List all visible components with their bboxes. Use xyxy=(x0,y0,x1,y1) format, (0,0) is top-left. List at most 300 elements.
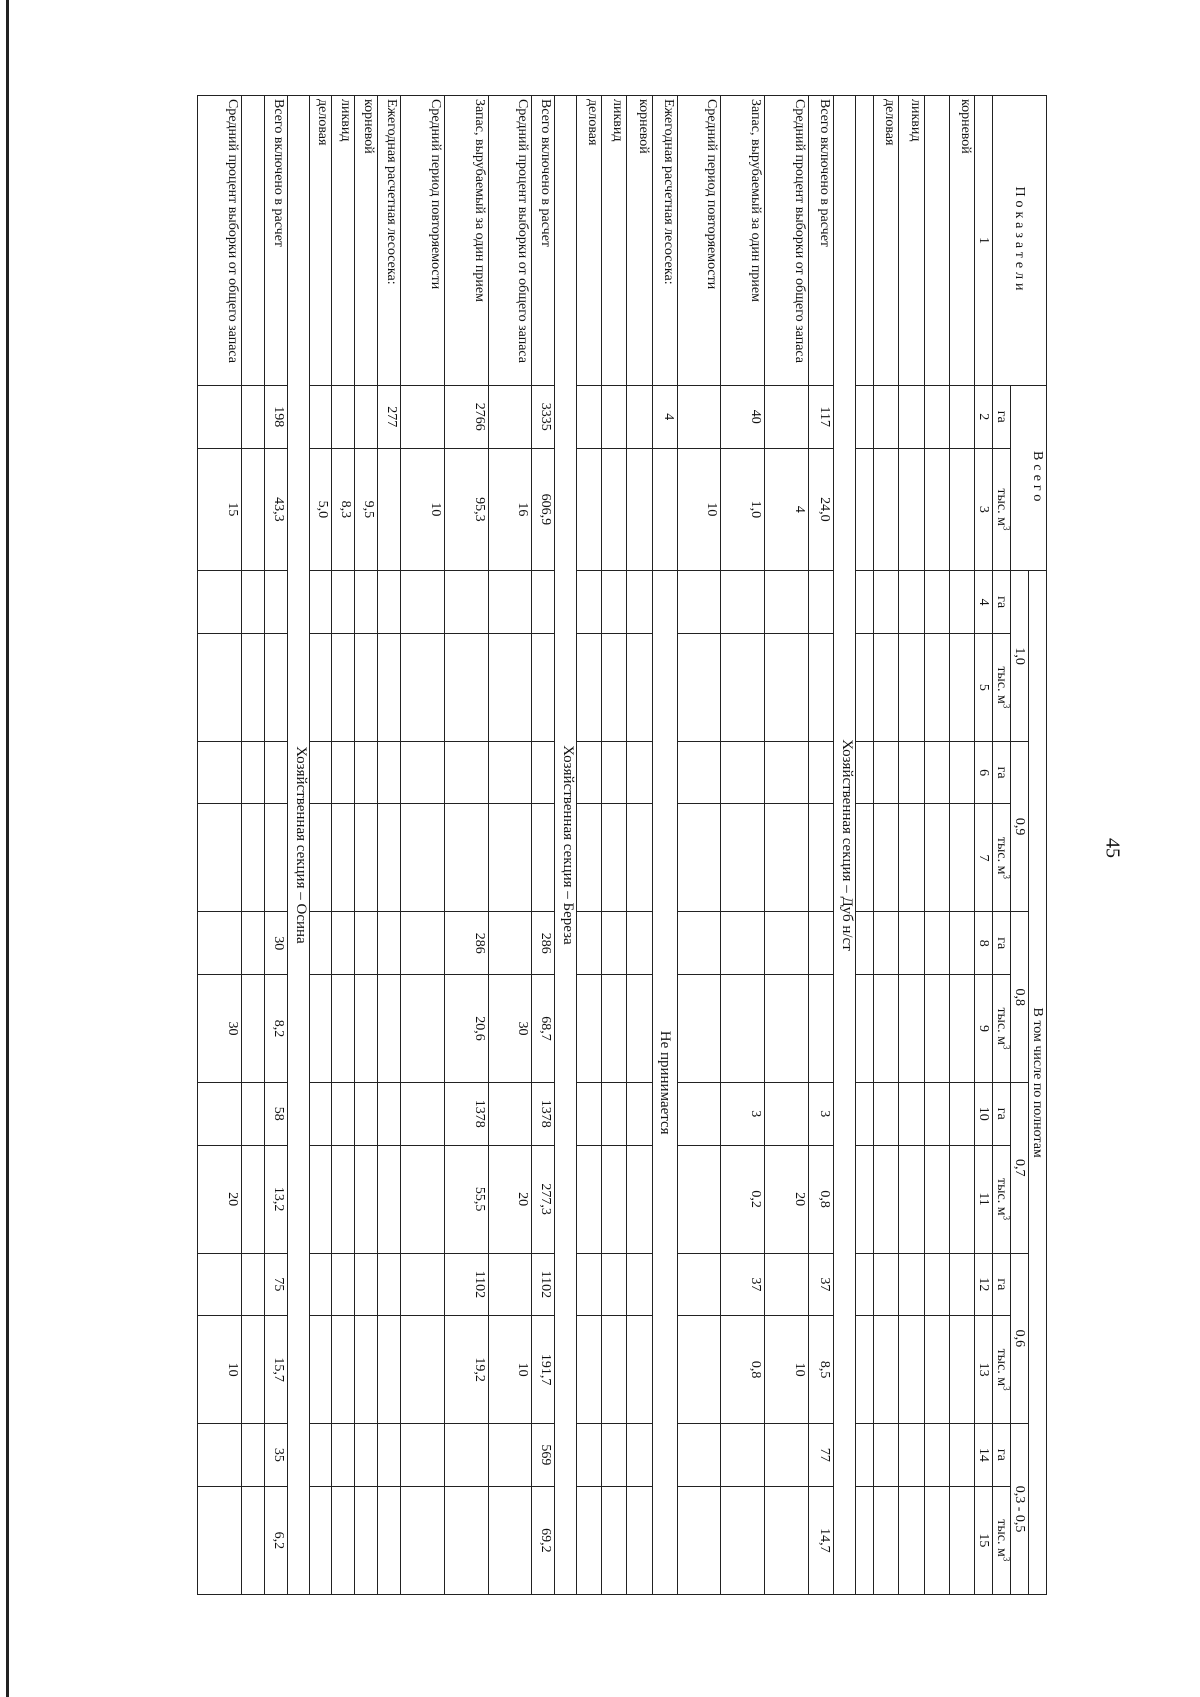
table-cell xyxy=(576,804,601,912)
table-cell xyxy=(765,1424,809,1487)
table-cell: 5,0 xyxy=(309,448,332,571)
table-cell xyxy=(855,1083,873,1146)
table-cell xyxy=(332,1253,355,1316)
table-cell xyxy=(949,571,974,634)
table-cell xyxy=(855,741,873,804)
table-cell xyxy=(949,1316,974,1424)
table-cell xyxy=(198,385,242,448)
table-cell xyxy=(874,448,899,571)
table-cell: 286 xyxy=(444,912,488,975)
table-cell: 286 xyxy=(532,912,555,975)
table-cell xyxy=(241,804,264,912)
table-cell xyxy=(899,1424,924,1487)
table-cell xyxy=(198,1486,242,1594)
table-cell xyxy=(677,633,721,741)
table-cell: 19,2 xyxy=(444,1316,488,1424)
table-row xyxy=(924,96,949,1595)
table-cell xyxy=(401,1253,445,1316)
table-cell xyxy=(721,1486,765,1594)
column-number: 13 xyxy=(975,1316,993,1424)
table-cell xyxy=(874,741,899,804)
page-number: 45 xyxy=(1101,838,1124,858)
table-cell xyxy=(949,741,974,804)
table-row xyxy=(401,96,445,1595)
indicators-header: Показатели xyxy=(993,96,1047,386)
row-label: Ежегодная расчетная лесосека: xyxy=(378,96,401,386)
table-cell xyxy=(198,1083,242,1146)
table-cell xyxy=(677,974,721,1082)
table-cell xyxy=(378,912,401,975)
table-cell xyxy=(355,1145,378,1253)
table-cell: 3335 xyxy=(532,385,555,448)
row-label: корневой xyxy=(949,96,974,386)
table-cell xyxy=(899,974,924,1082)
table-cell xyxy=(627,741,652,804)
table-cell xyxy=(309,974,332,1082)
table-cell xyxy=(949,385,974,448)
table-cell: 277 xyxy=(378,385,401,448)
table-cell xyxy=(602,804,627,912)
table-cell xyxy=(765,1486,809,1594)
table-cell: 30 xyxy=(264,912,287,975)
table-cell: 20 xyxy=(488,1145,532,1253)
table-cell xyxy=(576,385,601,448)
section-row xyxy=(287,96,309,1595)
table-cell: 68,7 xyxy=(532,974,555,1082)
table-cell xyxy=(241,448,264,571)
column-number: 9 xyxy=(975,974,993,1082)
table-row xyxy=(488,96,532,1595)
table-cell xyxy=(355,633,378,741)
table-cell xyxy=(677,1083,721,1146)
table-cell: 8,5 xyxy=(808,1316,833,1424)
unit-kcm: тыс. $м^3$ xyxy=(993,804,1011,912)
table-cell: 2766 xyxy=(444,385,488,448)
unit-kcm: тыс. $м^3$ xyxy=(993,974,1011,1082)
table-cell xyxy=(949,633,974,741)
table-cell xyxy=(378,1253,401,1316)
table-cell xyxy=(874,1486,899,1594)
column-number: 15 xyxy=(975,1486,993,1594)
table-cell xyxy=(401,1486,445,1594)
unit-kcm: тыс. $м^3$ xyxy=(993,1486,1011,1594)
table-cell xyxy=(721,633,765,741)
table-row xyxy=(332,96,355,1595)
row-label: Средний период повторяемости xyxy=(677,96,721,386)
row-label: деловая xyxy=(576,96,601,386)
table-cell xyxy=(355,804,378,912)
header-row-1 xyxy=(1029,96,1047,1595)
unit-ha: га xyxy=(993,385,1011,448)
table-cell xyxy=(721,804,765,912)
table-cell xyxy=(874,1316,899,1424)
table-cell xyxy=(808,741,833,804)
table-cell xyxy=(677,1486,721,1594)
table-cell xyxy=(488,385,532,448)
table-cell xyxy=(949,1424,974,1487)
table-cell xyxy=(576,974,601,1082)
density-header: 1,0 xyxy=(1011,571,1029,742)
table-cell xyxy=(677,912,721,975)
row-label: Средний процент выборки от общего запаса xyxy=(765,96,809,386)
table-cell xyxy=(899,1486,924,1594)
table-row xyxy=(677,96,721,1595)
column-number: 8 xyxy=(975,912,993,975)
table-row xyxy=(309,96,332,1595)
table-cell xyxy=(855,633,873,741)
table-cell xyxy=(332,571,355,634)
table-cell xyxy=(488,571,532,634)
table-cell xyxy=(874,1083,899,1146)
row-label: ликвид xyxy=(332,96,355,386)
table-cell xyxy=(874,1253,899,1316)
table-cell xyxy=(627,1083,652,1146)
table-cell xyxy=(808,912,833,975)
table-cell xyxy=(576,1424,601,1487)
table-cell xyxy=(401,571,445,634)
table-cell xyxy=(332,974,355,1082)
table-cell xyxy=(241,912,264,975)
table-cell xyxy=(309,804,332,912)
table-cell xyxy=(488,741,532,804)
not-accepted-note: Не принимается xyxy=(652,571,677,1595)
table-row xyxy=(765,96,809,1595)
table-cell xyxy=(949,974,974,1082)
column-number: 3 xyxy=(975,448,993,571)
density-header: 0,6 xyxy=(1011,1253,1029,1424)
table-cell xyxy=(721,741,765,804)
table-cell: 117 xyxy=(808,385,833,448)
table-cell: 6,2 xyxy=(264,1486,287,1594)
table-cell xyxy=(332,1424,355,1487)
table-cell xyxy=(899,912,924,975)
table-cell xyxy=(602,448,627,571)
row-label xyxy=(241,96,264,386)
table-cell xyxy=(765,571,809,634)
table-cell xyxy=(855,1316,873,1424)
table-cell xyxy=(949,448,974,571)
table-cell xyxy=(378,741,401,804)
table-cell xyxy=(532,571,555,634)
table-cell xyxy=(627,385,652,448)
table-cell xyxy=(627,804,652,912)
table-cell xyxy=(677,741,721,804)
table-cell xyxy=(765,804,809,912)
table-cell: 1102 xyxy=(532,1253,555,1316)
table-cell xyxy=(924,741,949,804)
table-cell: 1,0 xyxy=(721,448,765,571)
table-cell xyxy=(652,448,677,571)
table-cell xyxy=(355,741,378,804)
table-cell xyxy=(309,1316,332,1424)
table-cell xyxy=(355,1486,378,1594)
table-cell xyxy=(401,1316,445,1424)
table-cell xyxy=(401,1145,445,1253)
table-cell xyxy=(924,448,949,571)
table-cell xyxy=(924,912,949,975)
table-cell xyxy=(576,633,601,741)
allowable-cut-table xyxy=(197,95,1047,1595)
table-cell: 10 xyxy=(488,1316,532,1424)
table-row xyxy=(355,96,378,1595)
table-cell xyxy=(924,1145,949,1253)
table-cell xyxy=(444,633,488,741)
table-cell: 95,3 xyxy=(444,448,488,571)
table-cell xyxy=(627,1424,652,1487)
table-cell xyxy=(627,1253,652,1316)
table-cell xyxy=(241,1316,264,1424)
table-cell xyxy=(378,448,401,571)
table-cell xyxy=(378,1145,401,1253)
table-cell: 10 xyxy=(677,448,721,571)
row-label: Средний процент выборки от общего запаса xyxy=(488,96,532,386)
table-cell xyxy=(444,1424,488,1487)
table-cell xyxy=(576,448,601,571)
unit-ha: га xyxy=(993,741,1011,804)
table-cell xyxy=(721,571,765,634)
table-cell xyxy=(532,741,555,804)
table-cell: 30 xyxy=(488,974,532,1082)
table-cell xyxy=(488,912,532,975)
table-cell xyxy=(627,448,652,571)
table-cell xyxy=(241,571,264,634)
table-cell xyxy=(444,1486,488,1594)
table-cell xyxy=(576,1486,601,1594)
table-cell xyxy=(602,1253,627,1316)
section-row xyxy=(555,96,577,1595)
table-cell xyxy=(444,804,488,912)
table-cell xyxy=(401,974,445,1082)
table-cell xyxy=(488,1083,532,1146)
table-cell xyxy=(355,974,378,1082)
unit-ha: га xyxy=(993,1424,1011,1487)
table-cell xyxy=(924,1083,949,1146)
table-cell xyxy=(378,974,401,1082)
table-cell xyxy=(924,1253,949,1316)
table-cell: 20 xyxy=(765,1145,809,1253)
table-cell xyxy=(488,1486,532,1594)
table-cell xyxy=(264,804,287,912)
table-cell xyxy=(576,1316,601,1424)
table-cell xyxy=(899,804,924,912)
column-number: 2 xyxy=(975,385,993,448)
table-cell: 0,2 xyxy=(721,1145,765,1253)
table-cell xyxy=(602,571,627,634)
table-cell xyxy=(401,912,445,975)
unit-kcm: тыс. $м^3$ xyxy=(993,633,1011,741)
column-number: 5 xyxy=(975,633,993,741)
table-cell xyxy=(855,1424,873,1487)
table-cell xyxy=(332,912,355,975)
table-cell xyxy=(488,633,532,741)
table-cell xyxy=(677,1253,721,1316)
table-cell xyxy=(378,1083,401,1146)
table-cell: 198 xyxy=(264,385,287,448)
table-cell: 3 xyxy=(808,1083,833,1146)
table-cell xyxy=(899,633,924,741)
table-cell xyxy=(332,1316,355,1424)
table-cell xyxy=(198,633,242,741)
table-cell xyxy=(198,1253,242,1316)
table-body xyxy=(198,96,975,1595)
row-label: корневой xyxy=(627,96,652,386)
row-label: деловая xyxy=(874,96,899,386)
table-cell xyxy=(855,385,873,448)
table-cell xyxy=(332,1486,355,1594)
left-margin-rule xyxy=(6,0,9,1697)
column-number: 4 xyxy=(975,571,993,634)
table-cell xyxy=(765,974,809,1082)
row-label: Средний процент выборки от общего запаса xyxy=(198,96,242,386)
table-cell xyxy=(874,633,899,741)
table-cell: 40 xyxy=(721,385,765,448)
table-cell xyxy=(874,571,899,634)
table-cell xyxy=(602,1486,627,1594)
row-label: Всего включено в расчет xyxy=(264,96,287,386)
table-cell xyxy=(874,385,899,448)
table-cell xyxy=(378,571,401,634)
row-label: деловая xyxy=(309,96,332,386)
table-cell xyxy=(576,1083,601,1146)
table-cell: 10 xyxy=(765,1316,809,1424)
table-cell: 58 xyxy=(264,1083,287,1146)
table-cell: 35 xyxy=(264,1424,287,1487)
table-cell xyxy=(198,741,242,804)
table-cell xyxy=(602,385,627,448)
table-cell xyxy=(444,571,488,634)
table-cell xyxy=(924,571,949,634)
section-title: Хозяйственная секция – Осина xyxy=(287,96,309,1595)
table-cell xyxy=(899,741,924,804)
row-label: Всего включено в расчет xyxy=(532,96,555,386)
table-cell: 37 xyxy=(808,1253,833,1316)
table-cell xyxy=(721,912,765,975)
row-label: Всего включено в расчет xyxy=(808,96,833,386)
table-cell xyxy=(401,385,445,448)
table-cell: 69,2 xyxy=(532,1486,555,1594)
table-cell xyxy=(627,1316,652,1424)
table-cell xyxy=(924,1486,949,1594)
table-cell xyxy=(355,912,378,975)
table-cell xyxy=(949,912,974,975)
table-cell: 30 xyxy=(198,974,242,1082)
column-number: 11 xyxy=(975,1145,993,1253)
table-row xyxy=(721,96,765,1595)
table-cell xyxy=(378,1316,401,1424)
table-cell xyxy=(765,1253,809,1316)
table-cell xyxy=(576,1253,601,1316)
table-cell: 55,5 xyxy=(444,1145,488,1253)
table-cell: 43,3 xyxy=(264,448,287,571)
table-cell xyxy=(332,1145,355,1253)
table-cell xyxy=(721,974,765,1082)
table-cell: 277,3 xyxy=(532,1145,555,1253)
table-cell xyxy=(378,1486,401,1594)
table-cell xyxy=(198,804,242,912)
table-cell xyxy=(874,974,899,1082)
table-row xyxy=(264,96,287,1595)
table-cell xyxy=(874,1424,899,1487)
table-row xyxy=(627,96,652,1595)
table-cell xyxy=(488,804,532,912)
table-cell xyxy=(855,804,873,912)
table-cell xyxy=(855,1145,873,1253)
table-cell xyxy=(899,571,924,634)
table-cell xyxy=(241,633,264,741)
total-header: Всего xyxy=(1011,385,1047,570)
table-cell xyxy=(924,1316,949,1424)
row-label: Запас, вырубаемый за один прием xyxy=(444,96,488,386)
table-cell xyxy=(401,633,445,741)
table-cell xyxy=(602,633,627,741)
table-cell xyxy=(602,1316,627,1424)
row-label: Средний период повторяемости xyxy=(401,96,445,386)
table-cell: 10 xyxy=(401,448,445,571)
table-cell: 4 xyxy=(652,385,677,448)
table-row xyxy=(874,96,899,1595)
table-cell: 1378 xyxy=(532,1083,555,1146)
table-cell xyxy=(241,1424,264,1487)
density-header: 0,9 xyxy=(1011,741,1029,912)
table-rotor xyxy=(197,95,1047,1595)
column-number: 10 xyxy=(975,1083,993,1146)
table-cell xyxy=(488,1253,532,1316)
table-row xyxy=(576,96,601,1595)
table-cell xyxy=(855,1486,873,1594)
table-cell xyxy=(378,804,401,912)
table-row xyxy=(198,96,242,1595)
table-cell xyxy=(378,1424,401,1487)
table-cell: 10 xyxy=(198,1316,242,1424)
table-cell: 4 xyxy=(765,448,809,571)
table-cell: 569 xyxy=(532,1424,555,1487)
section-title: Хозяйственная секция – Дуб н/ст xyxy=(833,96,855,1595)
unit-ha: га xyxy=(993,1253,1011,1316)
table-cell xyxy=(899,1316,924,1424)
unit-kcm: тыс. $м^3$ xyxy=(993,1145,1011,1253)
section-title: Хозяйственная секция – Береза xyxy=(555,96,577,1595)
table-cell xyxy=(264,741,287,804)
table-cell xyxy=(576,1145,601,1253)
table-cell xyxy=(309,385,332,448)
table-cell: 1102 xyxy=(444,1253,488,1316)
table-cell xyxy=(241,1486,264,1594)
table-cell xyxy=(576,741,601,804)
table-cell xyxy=(576,571,601,634)
table-cell xyxy=(532,633,555,741)
table-cell xyxy=(765,741,809,804)
table-cell xyxy=(874,1145,899,1253)
table-cell xyxy=(309,1424,332,1487)
table-cell xyxy=(444,741,488,804)
table-cell xyxy=(355,385,378,448)
table-cell xyxy=(309,1253,332,1316)
column-number: 6 xyxy=(975,741,993,804)
unit-kcm: тыс. $м^3$ xyxy=(993,1316,1011,1424)
table-cell xyxy=(332,804,355,912)
table-cell xyxy=(332,633,355,741)
table-cell xyxy=(198,1424,242,1487)
table-cell: 24,0 xyxy=(808,448,833,571)
table-cell xyxy=(332,1083,355,1146)
row-label: ликвид xyxy=(899,96,924,386)
table-cell xyxy=(677,1424,721,1487)
row-label: Ежегодная расчетная лесосека: xyxy=(652,96,677,386)
table-cell: 14,7 xyxy=(808,1486,833,1594)
table-cell: 75 xyxy=(264,1253,287,1316)
table-cell: 13,2 xyxy=(264,1145,287,1253)
unit-ha: га xyxy=(993,912,1011,975)
